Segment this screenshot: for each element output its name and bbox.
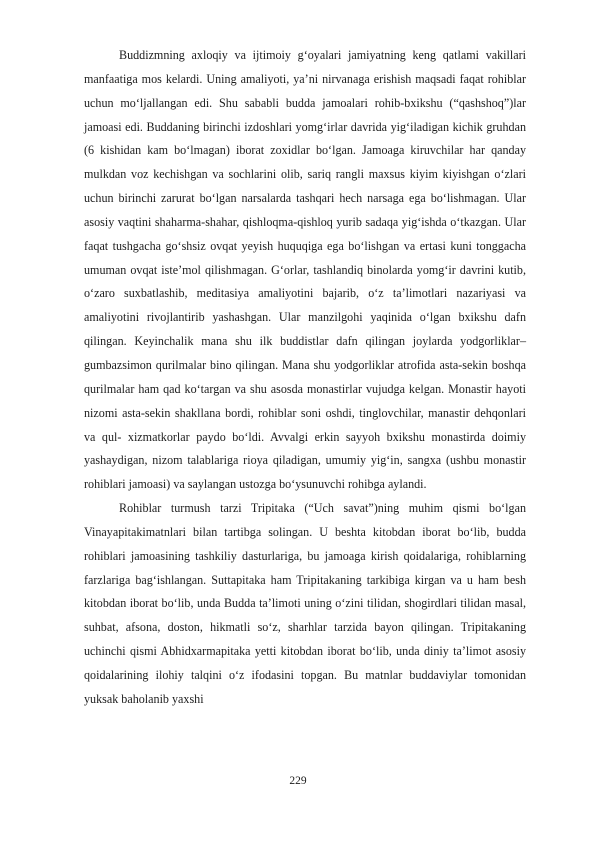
document-body <box>84 44 526 712</box>
paragraph-1: Buddizmning axloqiy va ijtimoiy g‘oyalari jamiyatning keng qatlami vakillari manfaatiga mos kelardi. Uning amaliyoti, ya’ni nirvanaga erishish maqsadi faqat rohiblar uchun mo‘ljallangan edi. Shu sababli budda jamoalari rohib-bxikshu (“qashshoq”)lar jamoasi edi. Buddaning birinchi izdoshlari yomg‘irlar davrida yig‘iladigan kichik gruhdan (6 kishidan kam bo‘lmagan) iborat zoxidlar bo‘lgan. Jamoaga kiruvchilar har qanday mulkdan voz kechishgan va sochlarini olib, sariq rangli maxsus kiyim kiyishgan o‘zlari uchun birinchi zarurat bo‘lgan narsalarda tashqari hech narsaga ega bo‘lishmagan. Ular asosiy vaqtini shaharma-shahar, qishloqma-qishloq yurib sadaqa yig‘ishda o‘tkazgan. Ular faqat tushgacha go‘shsiz ovqat yeyish huquqiga ega bo‘lishgan va ertasi kuni tonggacha umuman ovqat iste’mol qilishmagan. G‘orlar, tashlandiq binolarda yomg‘ir davrini kutib, o‘zaro suxbatlashib, meditasiya amaliyotini bajarib, o‘z ta’limotlari nazariyasi va amaliyotini rivojlantirib yashashgan. Ular manzilgohi yaqinida o‘lgan bxikshu dafn qilingan. Keyinchalik mana shu ilk buddistlar dafn qilingan joylarda yodgorliklar–gumbazsimon qurilmalar bino qilingan. Mana shu yodgorliklar atrofida asta-sekin boshqa qurilmalar ham qad ko‘targan va shu asosda monastirlar vujudga kelgan. Monastir hayoti nizomi asta-sekin shakllana bordi, rohiblar soni oshdi, tinglovchilar, manastir dehqonlari va qul- xizmatkorlar paydo bo‘ldi. Avvalgi erkin sayyoh bxikshu monastirda doimiy yashaydigan, nizom talablariga rioya qiladigan, umumiy yig‘in, sangxa (ushbu monastir rohiblari jamoasi) va saylangan ustozga bo‘ysunuvchi rohibga aylandi. <box>84 48 526 492</box>
paragraph-2: Rohiblar turmush tarzi Tripitaka (“Uch savat”)ning muhim qismi bo‘lgan Vinayapitakimatnlari bilan tartibga solingan. U beshta kitobdan iborat bo‘lib, budda rohiblari jamoasining tashkiliy dasturlariga, bu jamoaga kirish qoidalariga, rohiblarning farzlariga bag‘ishlangan. Suttapitaka ham Tripitakaning tarkibiga kirgan va u ham besh kitobdan iborat bo‘lib, unda Budda ta’limoti uning o‘zini tilidan, shogirdlari tilidan masal, suhbat, afsona, doston, hikmatli so‘z, sharhlar tarzida bayon qilingan. Tripitakaning uchinchi qismi Abhidxarmapitaka yetti kitobdan iborat bo‘lib, unda diniy ta’limot asosiy qoidalarining ilohiy talqini o‘z ifodasini topgan. Bu matnlar buddaviylar tomonidan yuksak baholanib yaxshi <box>84 501 526 706</box>
page-number: 229 <box>289 775 307 787</box>
